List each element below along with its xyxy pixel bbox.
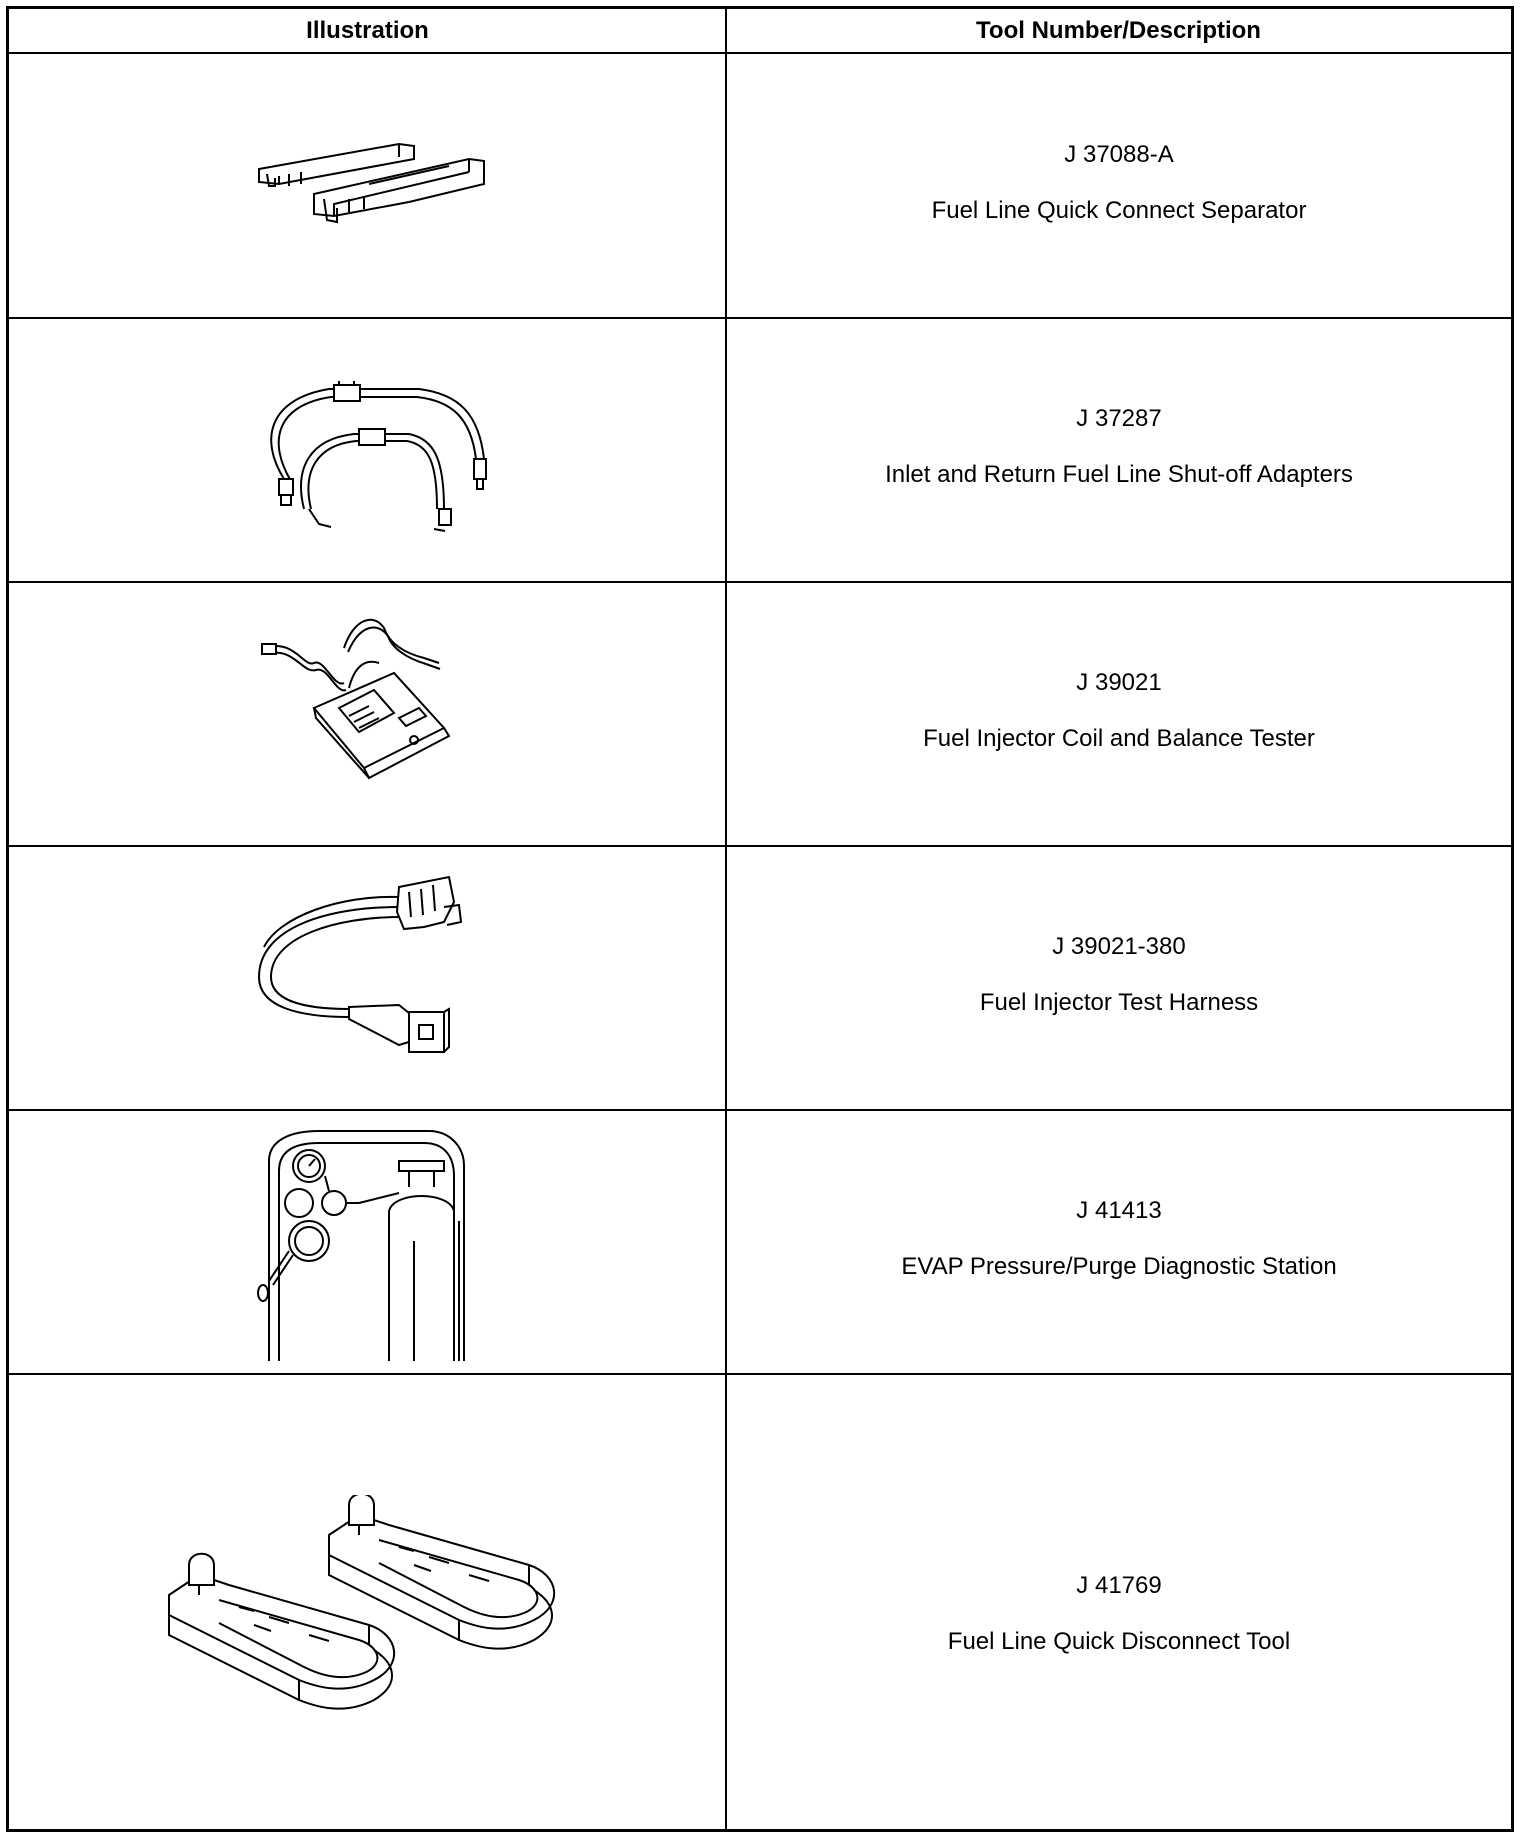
illustration-cell: [9, 847, 726, 1109]
test-harness-illustration: [249, 867, 499, 1077]
table-row: [9, 847, 1511, 1111]
evap-station-illustration: [249, 1121, 479, 1361]
tool-column-header: Tool Number/Description: [976, 17, 1261, 44]
tool-number: J 39021: [1076, 669, 1162, 696]
tool-description: Fuel Line Quick Connect Separator: [931, 197, 1307, 224]
illustration-cell: [9, 1111, 726, 1373]
table-row: [9, 54, 1511, 319]
description-cell: [727, 847, 1511, 1109]
tool-description: Fuel Injector Coil and Balance Tester: [923, 725, 1315, 752]
illustration-column-header: Illustration: [306, 17, 429, 44]
description-cell: [727, 1375, 1511, 1829]
tool-description: Fuel Line Quick Disconnect Tool: [947, 1628, 1291, 1655]
shutoff-adapters-illustration: [259, 359, 499, 539]
table-header: [9, 9, 1511, 54]
table-row: [9, 583, 1511, 847]
description-cell: [727, 1111, 1511, 1373]
injector-tester-illustration: [254, 608, 494, 808]
description-cell: [727, 319, 1511, 581]
illustration-cell: [9, 583, 726, 845]
tool-number: J 41769: [1076, 1572, 1162, 1599]
illustration-cell: [9, 54, 726, 317]
tool-number: J 39021-380: [1052, 933, 1186, 960]
quick-disconnect-tool-illustration: [159, 1495, 579, 1715]
illustration-cell: [9, 319, 726, 581]
special-tools-table: [6, 6, 1514, 1832]
tool-description: Inlet and Return Fuel Line Shut-off Adapters: [885, 461, 1353, 488]
tool-description: EVAP Pressure/Purge Diagnostic Station: [901, 1253, 1337, 1280]
quick-connect-separator-illustration: [249, 124, 499, 244]
illustration-cell: [9, 1375, 726, 1829]
tool-number: J 37088-A: [1064, 141, 1174, 168]
description-cell: [727, 54, 1511, 317]
tool-description: Fuel Injector Test Harness: [979, 989, 1259, 1016]
table-row: [9, 1375, 1511, 1829]
tool-number: J 37287: [1076, 405, 1162, 432]
tool-number: J 41413: [1076, 1197, 1162, 1224]
description-cell: [727, 583, 1511, 845]
table-row: [9, 319, 1511, 583]
table-row: [9, 1111, 1511, 1375]
